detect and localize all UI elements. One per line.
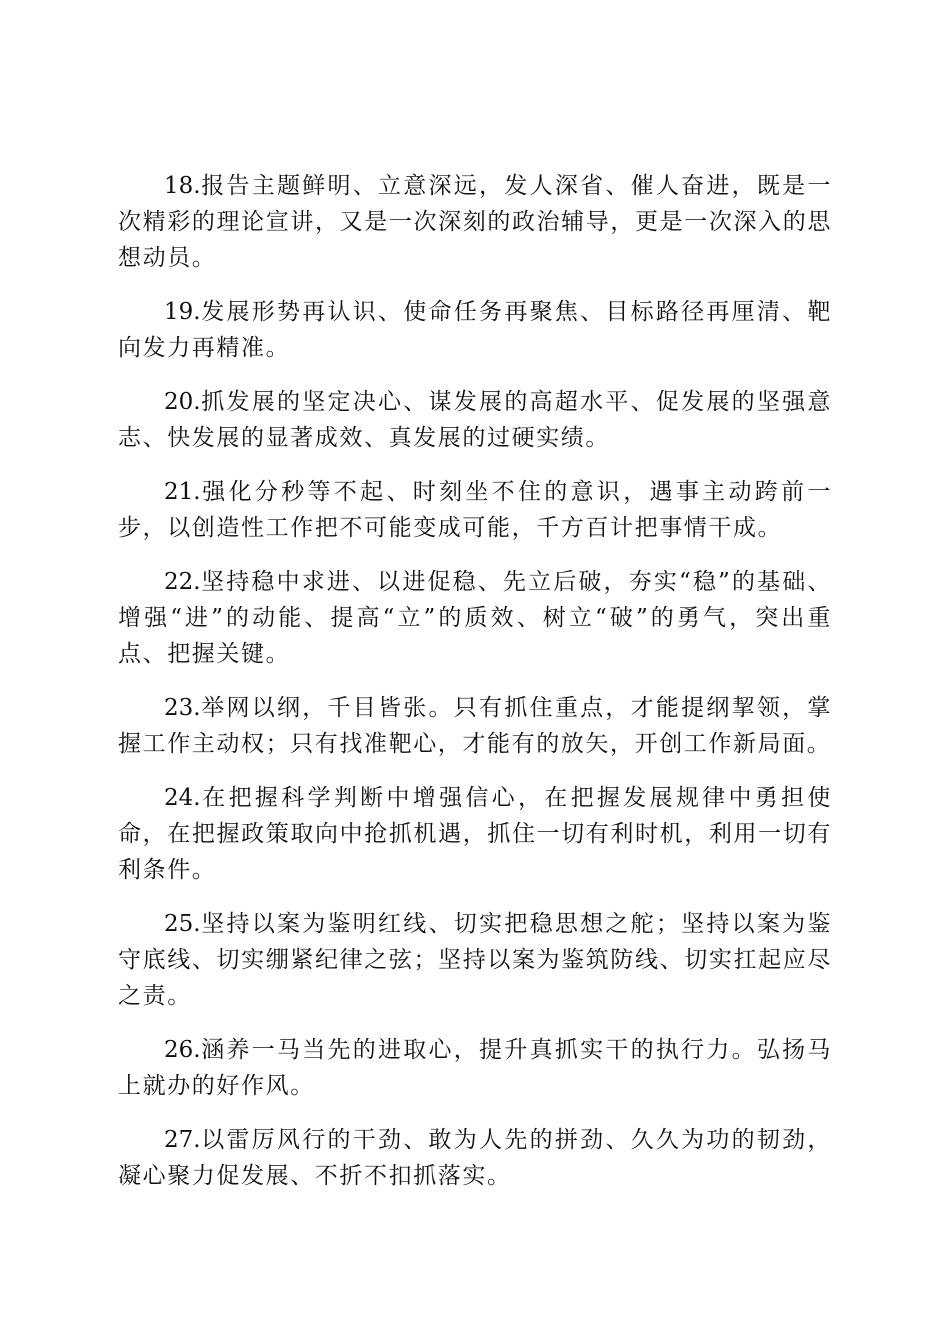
paragraph-text: 在把握科学判断中增强信心，在把握发展规律中勇担使命，在把握政策取向中抢抓机遇，抓住一切有利时机，利用一切有利条件。 (118, 785, 832, 883)
paragraph-number: 23. (164, 695, 201, 721)
paragraph-text: 抓发展的坚定决心、谋发展的高超水平、促发展的坚强意志、快发展的显著成效、真发展的过硬实绩。 (118, 389, 832, 451)
paragraph-number: 27. (164, 1127, 201, 1153)
paragraph-text: 涵养一马当先的进取心，提升真抓实干的执行力。弘扬马上就办的好作风。 (118, 1037, 832, 1099)
paragraph-text: 强化分秒等不起、时刻坐不住的意识，遇事主动跨前一步，以创造性工作把不可能变成可能，千方百计把事情干成。 (118, 479, 832, 541)
paragraph-18 (118, 168, 832, 276)
paragraph-text: 举网以纲，千目皆张。只有抓住重点，才能提纲挈领，掌握工作主动权；只有找准靶心，才能有的放矢，开创工作新局面。 (118, 695, 832, 757)
paragraph-text: 坚持以案为鉴明红线、切实把稳思想之舵；坚持以案为鉴守底线、切实绷紧纪律之弦；坚持以案为鉴筑防线、切实扛起应尽之责。 (118, 911, 832, 1009)
paragraph-23 (118, 690, 832, 762)
paragraph-text: 坚持稳中求进、以进促稳、先立后破，夯实“稳”的基础、增强“进”的动能、提高“立”的质效、树立“破”的勇气，突出重点、把握关键。 (118, 569, 832, 667)
paragraph-25 (118, 906, 832, 1014)
paragraph-number: 21. (164, 479, 201, 505)
paragraph-text: 以雷厉风行的干劲、敢为人先的拼劲、久久为功的韧劲，凝心聚力促发展、不折不扣抓落实。 (118, 1127, 832, 1189)
paragraph-19 (118, 294, 832, 366)
paragraph-number: 22. (164, 569, 201, 595)
paragraph-number: 25. (164, 911, 201, 937)
paragraph-number: 24. (164, 785, 201, 811)
paragraph-number: 19. (164, 299, 201, 325)
paragraph-24 (118, 780, 832, 888)
paragraph-text: 报告主题鲜明、立意深远，发人深省、催人奋进，既是一次精彩的理论宣讲，又是一次深刻的政治辅导，更是一次深入的思想动员。 (118, 173, 832, 271)
paragraph-21 (118, 474, 832, 546)
paragraph-number: 18. (164, 173, 201, 199)
paragraph-26 (118, 1032, 832, 1104)
document-body (118, 168, 832, 1212)
paragraph-20 (118, 384, 832, 456)
paragraph-text: 发展形势再认识、使命任务再聚焦、目标路径再厘清、靶向发力再精准。 (118, 299, 832, 361)
paragraph-22 (118, 564, 832, 672)
paragraph-number: 26. (164, 1037, 201, 1063)
paragraph-number: 20. (164, 389, 201, 415)
paragraph-27 (118, 1122, 832, 1194)
